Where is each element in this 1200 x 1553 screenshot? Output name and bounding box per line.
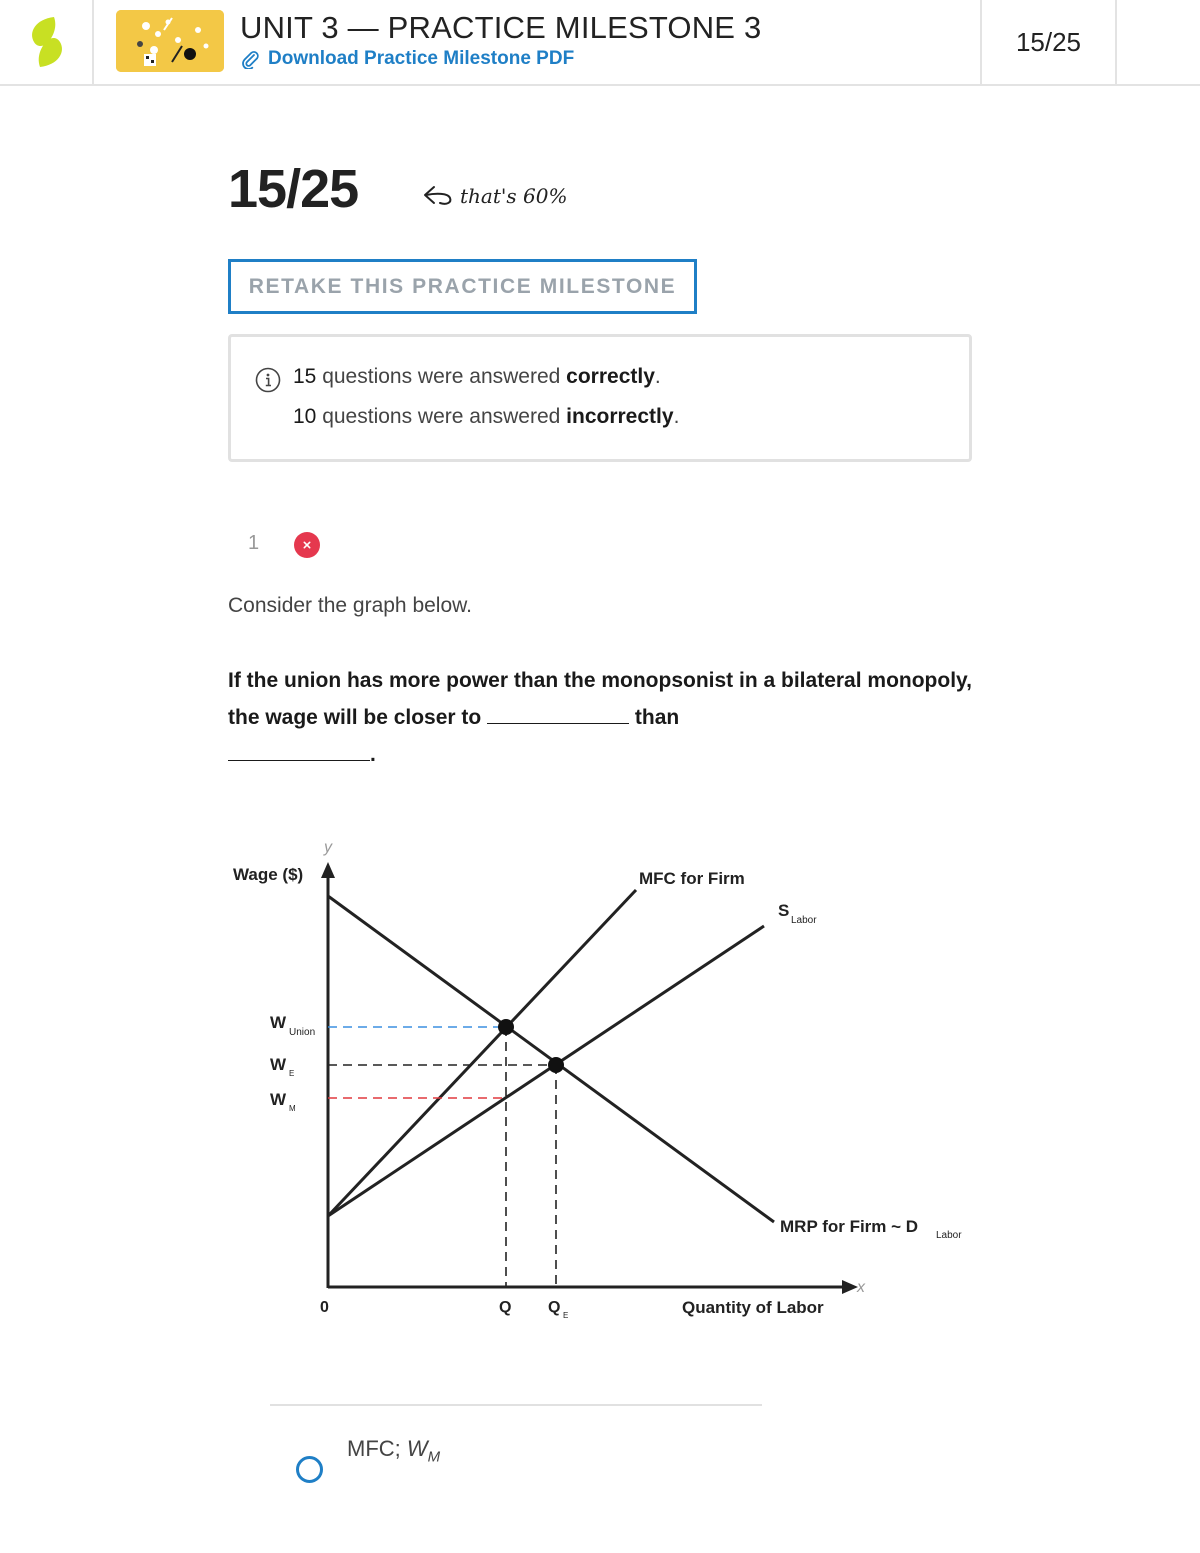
supply-subscript: Labor — [791, 915, 817, 926]
incorrect-word: incorrectly — [566, 405, 674, 428]
question-intro: Consider the graph below. — [228, 594, 472, 617]
qe-subscript: E — [563, 1311, 569, 1320]
option-1-sub: M — [427, 1448, 441, 1466]
correct-count: 15 — [293, 365, 317, 388]
top-bar — [0, 0, 1200, 86]
answer-option-1[interactable] — [296, 1436, 440, 1483]
w-m-subscript: M — [289, 1104, 296, 1113]
unit-title: UNIT 3 — PRACTICE MILESTONE 3 — [240, 10, 762, 45]
option-1-var: W — [406, 1436, 428, 1461]
w-e-label: W — [270, 1055, 287, 1074]
download-pdf-link[interactable] — [240, 48, 574, 70]
mfc-label: MFC for Firm — [639, 869, 745, 888]
unit-thumbnail — [116, 10, 224, 72]
retake-button[interactable]: RETAKE THIS PRACTICE MILESTONE — [228, 259, 697, 314]
answer-blank-1 — [487, 704, 629, 724]
percent-note-text: that's 60% — [460, 184, 568, 208]
incorrect-text: questions were answered — [316, 405, 567, 428]
question-text — [228, 662, 988, 773]
percent-note — [422, 184, 567, 208]
correct-word: correctly — [566, 365, 655, 388]
x-axis-arrow — [842, 1280, 858, 1294]
question-text-end: . — [370, 743, 376, 766]
w-m-label: W — [270, 1090, 287, 1109]
w-e-subscript: E — [289, 1069, 295, 1078]
y-axis-arrow — [321, 862, 335, 878]
option-1-text: MFC; — [347, 1436, 407, 1461]
equilibrium-point — [548, 1057, 564, 1073]
mrp-subscript: Labor — [936, 1230, 962, 1241]
correct-summary: 15 questions were answered correctly. — [293, 365, 661, 388]
answer-blank-2 — [228, 741, 370, 761]
mrp-label: MRP for Firm ~ D — [780, 1217, 919, 1236]
incorrect-summary: 10 questions were answered incorrectly. — [293, 405, 680, 428]
bilateral-monopoly-graph — [220, 830, 1000, 1330]
correct-text: questions were answered — [316, 365, 567, 388]
milestone-score: 15/25 — [228, 159, 359, 219]
curved-arrow-icon — [422, 184, 454, 208]
question-number: 1 — [248, 532, 260, 554]
supply-label: S — [778, 901, 790, 920]
x-axis-label: Quantity of Labor — [682, 1298, 824, 1317]
download-pdf-label: Download Practice Milestone PDF — [268, 48, 575, 69]
question-text-part1: If the union has more power than the monopsonist in a bilateral monopoly, the wage will be closer to — [228, 669, 972, 729]
results-summary — [228, 334, 972, 462]
mfc-curve — [328, 890, 636, 1216]
options-divider — [270, 1404, 762, 1406]
w-union-label: W — [270, 1013, 287, 1032]
qe-label: Q — [548, 1299, 561, 1316]
y-axis-label: Wage ($) — [233, 865, 304, 884]
incorrect-count: 10 — [293, 405, 317, 428]
logo-cell[interactable] — [0, 0, 94, 84]
supply-curve — [328, 926, 764, 1216]
incorrect-status-icon — [294, 532, 320, 558]
question-text-part2: than — [629, 706, 680, 729]
option-1-label — [347, 1436, 440, 1465]
option-1-radio[interactable] — [296, 1456, 323, 1483]
mfc-mrp-intersection — [498, 1019, 514, 1035]
header-score: 15/25 — [980, 0, 1117, 84]
x-axis-letter: x — [857, 1279, 865, 1296]
sophia-logo-icon — [24, 14, 70, 70]
q-label: Q — [499, 1299, 512, 1316]
origin-label: 0 — [320, 1299, 329, 1316]
paperclip-icon — [240, 49, 260, 69]
w-union-subscript: Union — [289, 1027, 316, 1038]
y-axis-letter: y — [324, 839, 332, 856]
info-icon — [255, 367, 281, 393]
